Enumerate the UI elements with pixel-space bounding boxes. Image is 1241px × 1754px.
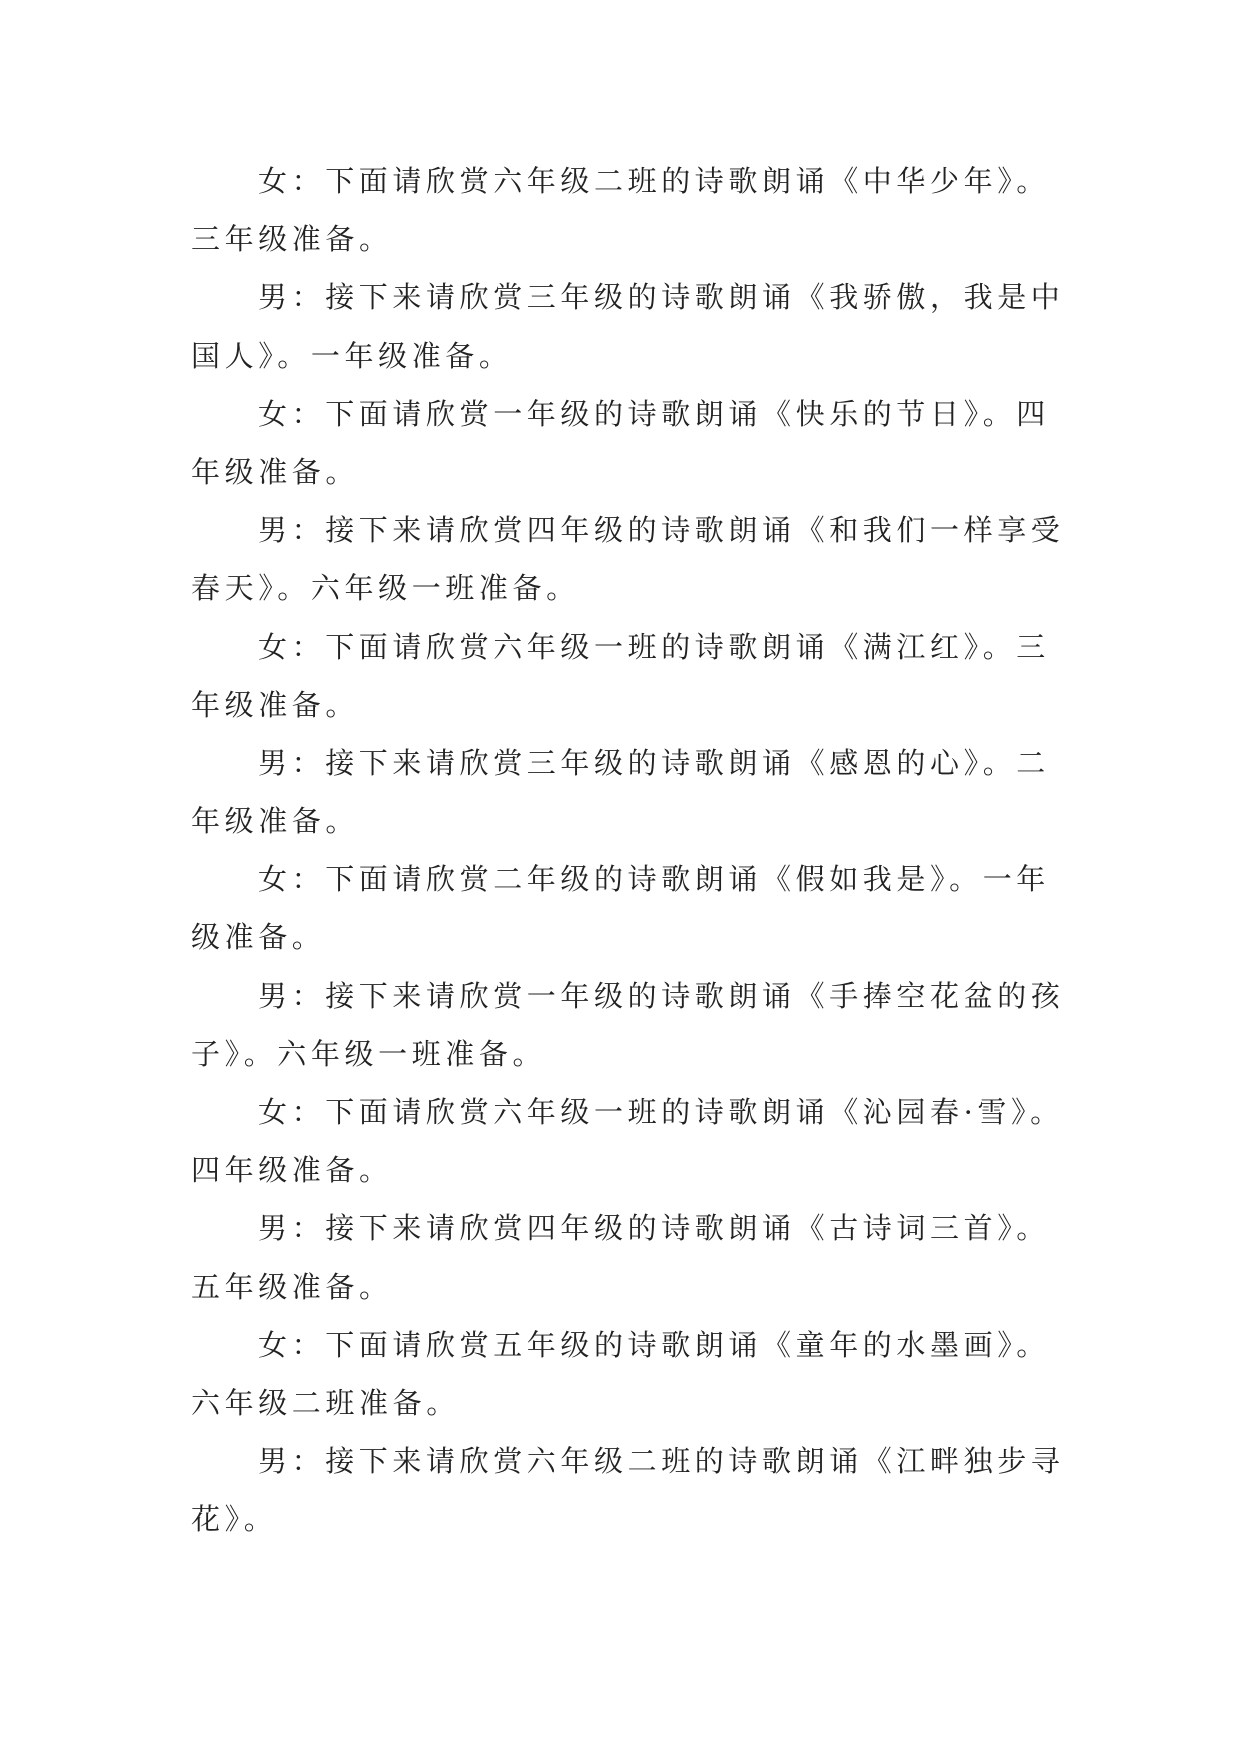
paragraph [191,501,1065,617]
paragraph [191,850,1062,966]
paragraph-line: 男：接下来请欣赏三年级的诗歌朗诵《我骄傲，我是中 [258,280,1065,315]
paragraph-line: 年级准备。 [191,454,360,489]
paragraph [191,1199,1062,1315]
paragraph-line: 女：下面请欣赏五年级的诗歌朗诵《童年的水墨画》。 [258,1327,1050,1362]
paragraph-line: 男：接下来请欣赏一年级的诗歌朗诵《手捧空花盆的孩 [258,978,1065,1013]
paragraph [191,967,1065,1083]
paragraph [191,385,1062,501]
paragraph-line: 子》。六年级一班准备。 [191,1036,547,1071]
paragraph-line: 男：接下来请欣赏六年级二班的诗歌朗诵《江畔独步寻 [258,1444,1065,1479]
paragraph-line: 级准备。 [191,920,326,955]
paragraph-line: 国人》。一年级准备。 [191,338,513,373]
paragraph-line: 三年级准备。 [191,222,393,257]
paragraph-line: 男：接下来请欣赏四年级的诗歌朗诵《古诗词三首》。 [258,1211,1050,1246]
paragraph-line: 六年级二班准备。 [191,1385,460,1420]
paragraph-line: 女：下面请欣赏二年级的诗歌朗诵《假如我是》。一年 [258,862,1050,897]
document-body [191,152,1065,1549]
paragraph-line: 春天》。六年级一班准备。 [191,571,580,606]
paragraph-line: 男：接下来请欣赏四年级的诗歌朗诵《和我们一样享受 [258,513,1065,548]
paragraph-line: 四年级准备。 [191,1153,393,1188]
paragraph [191,734,1062,850]
paragraph-line: 女：下面请欣赏一年级的诗歌朗诵《快乐的节日》。四 [258,396,1050,431]
paragraph-line: 女：下面请欣赏六年级一班的诗歌朗诵《沁园春·雪》。 [258,1095,1064,1129]
paragraph-line: 女：下面请欣赏六年级二班的诗歌朗诵《中华少年》。 [258,164,1050,198]
paragraph-line: 五年级准备。 [191,1269,393,1304]
paragraph [191,1316,1062,1432]
paragraph [191,152,1062,268]
paragraph-line: 女：下面请欣赏六年级一班的诗歌朗诵《满江红》。三 [258,629,1050,664]
paragraph [191,1083,1062,1199]
paragraph-line: 男：接下来请欣赏三年级的诗歌朗诵《感恩的心》。二 [258,745,1050,780]
paragraph-line: 花》。 [191,1502,278,1537]
paragraph-line: 年级准备。 [191,687,360,722]
paragraph [191,618,1062,734]
paragraph-line: 年级准备。 [191,804,360,839]
paragraph [191,268,1065,384]
paragraph [191,1432,1065,1548]
